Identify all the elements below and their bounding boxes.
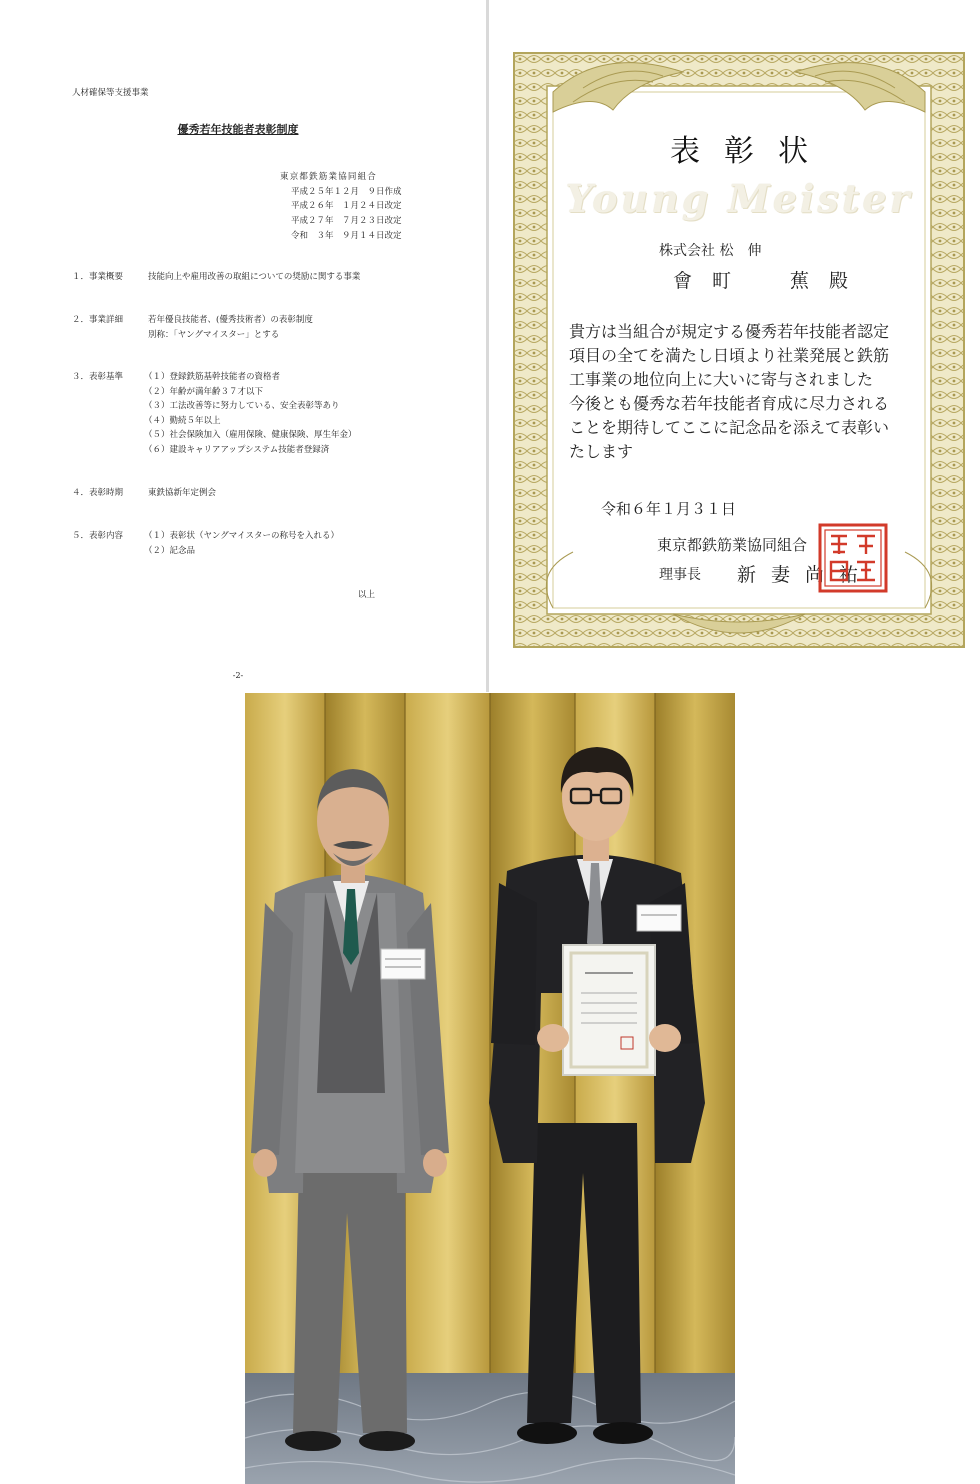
regulation-document	[0, 0, 486, 692]
doc-organization: 東京都鉄筋業協同組合	[280, 172, 378, 182]
official-seal-icon	[817, 522, 889, 594]
certificate-body-line: 今後とも優秀な若年技能者育成に尽力される	[569, 394, 890, 413]
young-meister-watermark: Young Meister	[565, 176, 913, 221]
certificate-body-line: 貴方は当組合が規定する優秀若年技能者認定	[569, 322, 890, 341]
section-line: （５）社会保険加入（雇用保険、健康保険、厚生年金）	[144, 430, 357, 441]
award-ceremony-photo	[245, 693, 735, 1484]
certificate-date: 令和６年１月３１日	[601, 500, 737, 518]
issuer-role: 理事長	[659, 567, 701, 583]
certificate-page	[489, 0, 980, 692]
certificate-body-line: 工事業の地位向上に大いに寄与されました	[569, 370, 874, 389]
certificate-body	[569, 320, 909, 464]
doc-date-line: 令和 ３年 ９月１４日改定	[291, 230, 402, 241]
section-label: ３．表彰基準	[72, 372, 124, 382]
issuer-name: 新妻尚祐	[737, 564, 874, 586]
doc-end: 以上	[358, 590, 376, 600]
section-label: ２．事業詳細	[72, 315, 124, 325]
section-line: （２）記念品	[144, 545, 196, 556]
section-line: （２）年齢が満年齢３７才以下	[144, 386, 264, 397]
certificate-body-line: ことを期待してここに記念品を添えて表彰い	[569, 418, 890, 437]
certificate	[513, 52, 965, 648]
doc-title: 優秀若年技能者表彰制度	[177, 123, 299, 136]
section-line: （１）表彰状（ヤングマイスターの称号を入れる）	[144, 531, 339, 541]
section-label: ４．表彰時期	[72, 488, 124, 498]
ceremony-photo-illustration	[245, 693, 735, 1484]
section-label: ５．表彰内容	[72, 531, 124, 541]
section-label: １．事業概要	[72, 272, 124, 282]
doc-header: 人材確保等支援事業	[72, 88, 149, 98]
section-line: 若年優良技能者、(優秀技術者）の表彰制度	[148, 315, 313, 325]
top-row	[0, 0, 980, 692]
held-certificate	[563, 945, 655, 1075]
recipient-name: 會町 蕉殿	[673, 270, 869, 292]
certificate-body-line: たします	[569, 442, 634, 461]
doc-date-line: 平成２５年１２月 ９日作成	[291, 186, 402, 197]
section-line: （１）登録鉄筋基幹技能者の資格者	[144, 372, 281, 382]
section-line: 東鉄協新年定例会	[148, 488, 217, 498]
section-line: （４）勤続５年以上	[144, 415, 221, 426]
section-line: （６）建設キャリアアップシステム技能者登録済	[144, 444, 330, 455]
issuer-organization: 東京都鉄筋業協同組合	[657, 536, 808, 554]
doc-date-line: 平成２７年 ７月２３日改定	[291, 216, 402, 227]
doc-dates	[280, 170, 402, 244]
doc-date-line: 平成２６年 １月２４日改定	[291, 201, 402, 212]
certificate-title: 表彰状	[670, 134, 832, 169]
section-line: 別称：「ヤングマイスター」とする	[148, 329, 280, 340]
certificate-body-line: 項目の全てを満たし日頃より社業発展と鉄筋	[569, 346, 890, 365]
section-line: （３）工法改善等に努力している、安全表彰等あり	[144, 401, 340, 412]
page-number: -2-	[232, 671, 244, 680]
recipient-company: 株式会社 松 伸	[659, 243, 762, 259]
section-line: 技能向上や雇用改善の取組についての奨励に関する事業	[148, 272, 361, 282]
